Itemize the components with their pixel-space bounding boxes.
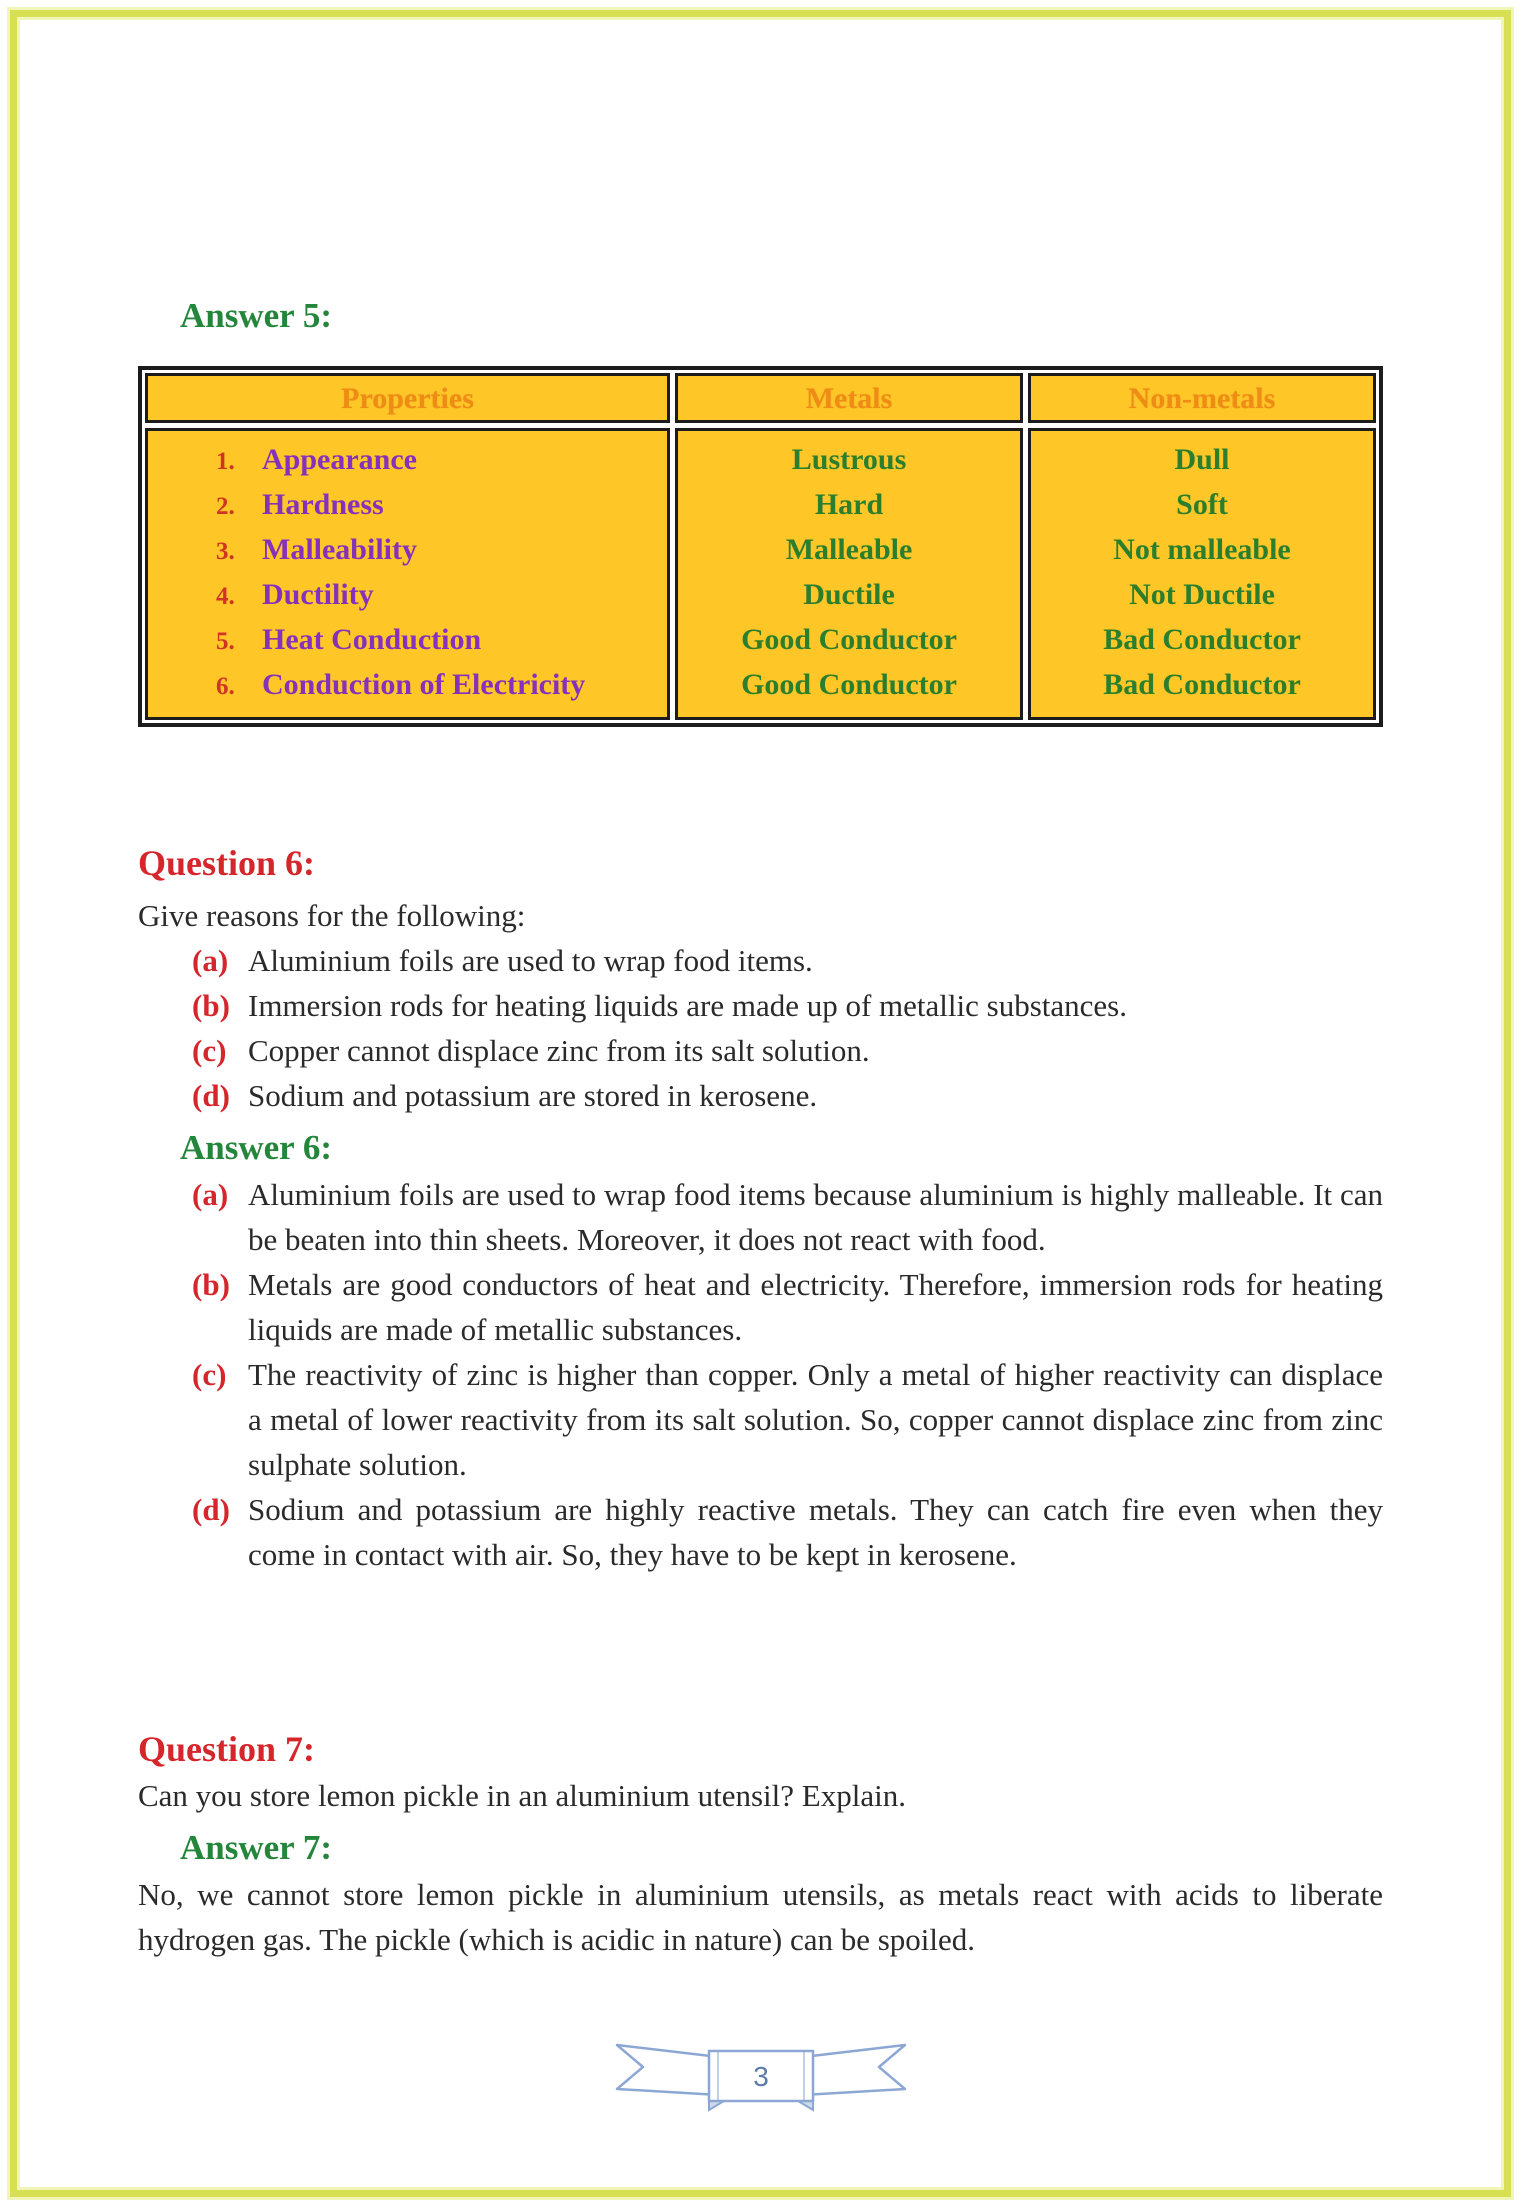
item-label: (b) bbox=[192, 1267, 230, 1302]
non-metals-value: Not Ductile bbox=[1129, 578, 1275, 611]
metals-value: Good Conductor bbox=[741, 623, 957, 656]
metals-value: Malleable bbox=[785, 533, 913, 566]
table-column-non-metals bbox=[1028, 428, 1376, 720]
table-header-metals: Metals bbox=[675, 373, 1023, 423]
property-name: Hardness bbox=[262, 488, 384, 521]
item-label: (d) bbox=[192, 1492, 230, 1527]
table-row bbox=[148, 617, 667, 662]
item-text: Metals are good conductors of heat and electricity. Therefore, immersion rods for heating liquids are made of metallic substances. bbox=[248, 1267, 1383, 1347]
question6-item-d bbox=[138, 1073, 1383, 1118]
table-column-metals bbox=[675, 428, 1023, 720]
metals-value: Hard bbox=[814, 488, 884, 521]
table-row bbox=[148, 527, 667, 572]
table-column-properties bbox=[145, 428, 670, 720]
item-label: (d) bbox=[192, 1078, 230, 1113]
property-name: Malleability bbox=[262, 533, 417, 566]
property-name: Ductility bbox=[262, 578, 374, 611]
non-metals-value: Dull bbox=[1174, 443, 1230, 476]
row-number: 5. bbox=[216, 628, 235, 655]
answer5-heading: Answer 5: bbox=[180, 296, 332, 335]
item-text: Aluminium foils are used to wrap food items. bbox=[248, 943, 813, 978]
property-name: Conduction of Electricity bbox=[262, 668, 586, 701]
row-number: 3. bbox=[216, 538, 235, 565]
question6-heading: Question 6: bbox=[138, 843, 316, 883]
item-text: The reactivity of zinc is higher than copper. Only a metal of higher reactivity can displace a metal of lower reactivity from its salt solution. So, copper cannot displace zinc from zinc sulphate solution. bbox=[248, 1357, 1383, 1482]
properties-comparison-table bbox=[138, 366, 1383, 727]
item-text: Copper cannot displace zinc from its salt solution. bbox=[248, 1033, 870, 1068]
answer6-item-c bbox=[138, 1352, 1383, 1487]
question7-text: Can you store lemon pickle in an aluminium utensil? Explain. bbox=[138, 1778, 906, 1813]
ribbon-icon bbox=[611, 2031, 911, 2115]
item-label: (a) bbox=[192, 1177, 229, 1212]
metals-value: Ductile bbox=[803, 578, 895, 611]
item-text: Sodium and potassium are stored in kerosene. bbox=[248, 1078, 818, 1113]
row-number: 6. bbox=[216, 673, 235, 700]
page-number: 3 bbox=[752, 2061, 769, 2092]
table-header-properties: Properties bbox=[145, 373, 670, 423]
row-number: 4. bbox=[216, 583, 235, 610]
non-metals-value: Not malleable bbox=[1113, 533, 1291, 566]
answer6-item-d bbox=[138, 1487, 1383, 1577]
non-metals-value: Bad Conductor bbox=[1103, 668, 1301, 701]
metals-value: Lustrous bbox=[791, 443, 907, 476]
item-text: Aluminium foils are used to wrap food items because aluminium is highly malleable. It can be beaten into thin sheets. Moreover, it does not react with food. bbox=[248, 1177, 1383, 1257]
table-row bbox=[148, 662, 667, 707]
answer6-item-b bbox=[138, 1262, 1383, 1352]
answer7-heading: Answer 7: bbox=[180, 1828, 332, 1867]
table-row bbox=[148, 437, 667, 482]
question6-item-a bbox=[138, 938, 1383, 983]
item-label: (c) bbox=[192, 1357, 227, 1392]
item-label: (a) bbox=[192, 943, 229, 978]
non-metals-value: Bad Conductor bbox=[1103, 623, 1301, 656]
property-name: Heat Conduction bbox=[262, 623, 482, 656]
question6-item-c bbox=[138, 1028, 1383, 1073]
item-label: (b) bbox=[192, 988, 230, 1023]
answer6-item-a bbox=[138, 1172, 1383, 1262]
row-number: 1. bbox=[216, 448, 235, 475]
non-metals-value: Soft bbox=[1176, 488, 1228, 521]
question6-intro: Give reasons for the following: bbox=[138, 898, 526, 933]
table-row bbox=[148, 482, 667, 527]
table-row bbox=[148, 572, 667, 617]
answer7-text: No, we cannot store lemon pickle in aluminium utensils, as metals react with acids to liberate hydrogen gas. The pickle (which is acidic in nature) can be spoiled. bbox=[138, 1877, 1383, 1957]
item-label: (c) bbox=[192, 1033, 227, 1068]
item-text: Immersion rods for heating liquids are made up of metallic substances. bbox=[248, 988, 1127, 1023]
answer6-heading: Answer 6: bbox=[180, 1128, 332, 1167]
row-number: 2. bbox=[216, 493, 235, 520]
item-text: Sodium and potassium are highly reactive metals. They can catch fire even when they come in contact with air. So, they have to be kept in kerosene. bbox=[248, 1492, 1383, 1572]
property-name: Appearance bbox=[262, 443, 417, 476]
table-header-non-metals: Non-metals bbox=[1028, 373, 1376, 423]
table-grid bbox=[145, 373, 1376, 720]
metals-value: Good Conductor bbox=[741, 668, 957, 701]
page-number-ribbon bbox=[611, 2031, 911, 2115]
question6-item-b bbox=[138, 983, 1383, 1028]
question7-heading: Question 7: bbox=[138, 1729, 316, 1769]
